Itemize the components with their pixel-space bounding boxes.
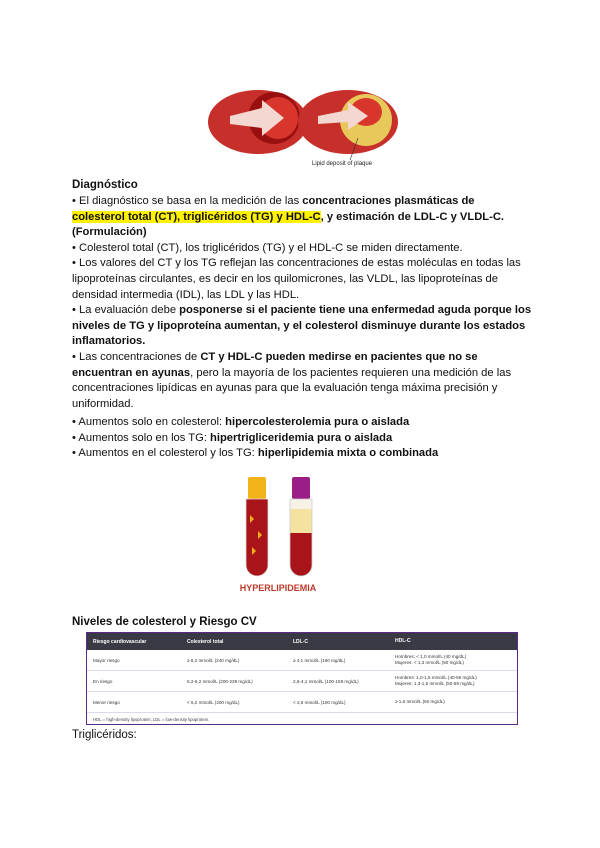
paragraph-2: • Colesterol total (CT), los triglicéridos (TG) y el HDL-C se miden directamente. (72, 241, 463, 254)
tube-left-blood (246, 499, 268, 576)
table-row: Mayor riesgo ≥ 6,2 mmol/L (240 mg/dL) ≥ 4,1 mmol/L (160 mg/dL) Hombres: < 1,0 mmol/L (40 mg/dL) Mujeres: < 1,3 mmol/L (50 mg/dL) (87, 650, 517, 671)
list-item: • Aumentos en el colesterol y los TG: hiperlipidemia mixta o combinada (72, 447, 439, 460)
tube-left-cap (248, 477, 266, 499)
highlight-ct-tg-hdl: colesterol total (CT), triglicéridos (TG) y HDL-C (72, 210, 321, 223)
table-row: Menor riesgo < 5,2 mmol/L (200 mg/dL) < 2,6 mmol/L (100 mg/dL) ≥ 1,6 mmol/L (60 mg/dL) (87, 692, 517, 713)
tube-right-cap (292, 477, 310, 499)
paragraph-3: • Los valores del CT y los TG reflejan las concentraciones de estas moléculas en todas las lipoproteínas circulantes, es decir en los quilomicrones, las VLDL, las lipoproteínas de densidad intermedia (IDL), las LDL y las HDL. (72, 257, 521, 301)
table-footnote: HDL = high-density lipoprotein; LDL = low-density lipoprotein. (93, 717, 210, 722)
tube-right-plasma (290, 509, 312, 533)
table-row: En riesgo 5,2-6,2 mmol/L (200-239 mg/dL) 2,6-4,1 mmol/L (100-159 mg/dL) Hombres: 1,0-1,5 mmol/L (40-59 mg/dL) Mujeres: 1,3-1,5 mmol/L (50-59 mg/dL) (87, 671, 517, 692)
table-header: Riesgo cardiovascular Colesterol total LDL-C HDL-C (87, 633, 517, 650)
diagnostico-body (72, 194, 532, 412)
trigliceridos-heading: Triglicéridos: (72, 729, 137, 741)
lipid-label: Lipid deposit of plaque (312, 161, 373, 167)
artery-illustration (200, 78, 405, 178)
paragraph-5: • Las concentraciones de CT y HDL-C pueden medirse en pacientes que no se encuentran en ayunas, pero la mayoría de los pacientes requieren una medición de las concentraciones lipídicas en ayunas para que la evaluación tenga máxima precisión y uniformidad. (72, 350, 512, 410)
tube-right-blood (290, 533, 312, 576)
artery-svg (200, 78, 405, 178)
list-item: • Aumentos solo en los TG: hipertrigliceridemia pura o aislada (72, 431, 393, 444)
classification-list (72, 415, 532, 462)
hyperlipidemia-tubes (232, 475, 332, 597)
tubes-svg (232, 475, 332, 597)
list-item: • Aumentos solo en colesterol: hipercolesterolemia pura o aislada (72, 416, 410, 428)
section-title-diagnostico: Diagnóstico (72, 179, 138, 191)
paragraph-4: • La evaluación debe posponerse si el paciente tiene una enfermedad aguda porque los niveles de TG y lipoproteína aumentan, y el colesterol disminuye durante los estados inflamatorios. (72, 304, 532, 348)
risk-table (86, 632, 518, 725)
tubes-label: HYPERLIPIDEMIA (239, 583, 317, 593)
paragraph-1: • El diagnóstico se basa en la medición de las concentraciones plasmáticas de colesterol total (CT), triglicéridos (TG) y HDL-C, y estimación de LDL-C y VLDL-C. (Formulación) (72, 195, 505, 239)
section-title-niveles: Niveles de colesterol y Riesgo CV (72, 616, 257, 628)
